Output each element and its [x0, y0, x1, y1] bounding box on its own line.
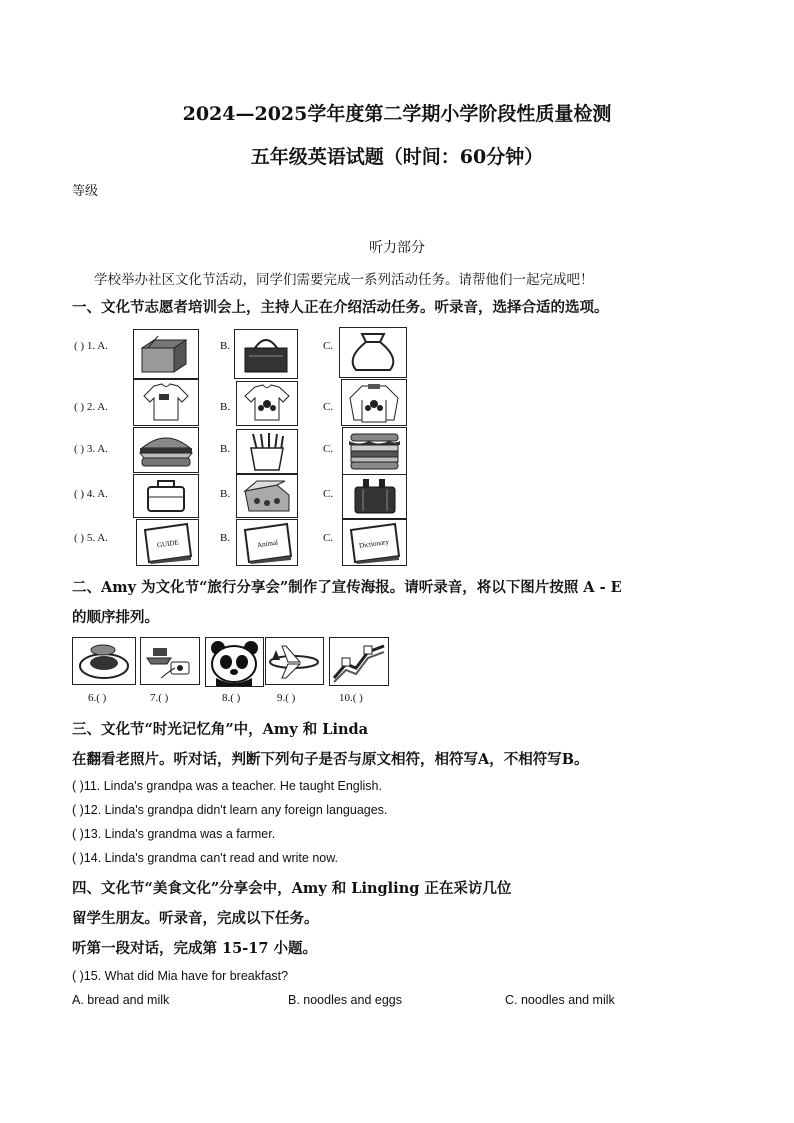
airplane-image [265, 637, 324, 685]
part4-heading-line1: 四、文化节“美食文化”分享会中，Amy 和 Lingling 正在采访几位 [72, 880, 512, 897]
q3-label: ( ) 3. A. [74, 443, 108, 455]
book-animal-image [236, 519, 298, 566]
part3-heading-line1: 三、文化节“时光记忆角”中，Amy 和 Linda [72, 721, 369, 738]
luggage-image [342, 474, 407, 519]
q13-statement: ( )13. Linda's grandma was a farmer. [72, 827, 276, 841]
q9-blank[interactable]: 9.( ) [277, 692, 296, 704]
q3-b: B. [220, 443, 231, 455]
q10-blank[interactable]: 10.( ) [339, 692, 363, 704]
exam-title: 2024—2025学年度第二学期小学阶段性质量检测 [182, 103, 612, 125]
q1-c: C. [323, 340, 334, 352]
q1-label: ( ) 1. A. [74, 340, 108, 352]
q15-option-b: B. noodles and eggs [288, 993, 402, 1007]
exam-subtitle: 五年级英语试题（时间：60分钟） [250, 146, 544, 168]
book-guide-title: GUIDE [156, 538, 180, 550]
sandwich-image [342, 427, 407, 475]
handbag-image [234, 329, 298, 379]
part2-heading-line1: 二、Amy 为文化节“旅行分享会”制作了宣传海报。请听录音，将以下图片按照 A - E [72, 579, 622, 596]
q8-blank[interactable]: 8.( ) [222, 692, 241, 704]
part3-heading-line2: 在翻看老照片。听对话，判断下列句子是否与原文相符，相符写A，不相符写B。 [72, 751, 589, 768]
part4-heading-line2: 留学生朋友。听录音，完成以下任务。 [72, 910, 319, 927]
q1-b: B. [220, 340, 231, 352]
book-guide-image [136, 519, 199, 566]
q6-blank[interactable]: 6.( ) [88, 692, 107, 704]
q2-b: B. [220, 401, 231, 413]
bag-open-image [236, 474, 298, 518]
panda-image [205, 637, 264, 687]
q12-statement: ( )12. Linda's grandpa didn't learn any foreign languages. [72, 803, 388, 817]
listening-heading: 听力部分 [369, 240, 425, 256]
q4-c: C. [323, 488, 334, 500]
fries-image [236, 429, 298, 474]
q5-b: B. [220, 532, 231, 544]
q15-option-a: A. bread and milk [72, 993, 170, 1007]
q7-blank[interactable]: 7.( ) [150, 692, 169, 704]
part2-heading-line2: 的顺序排列。 [72, 609, 159, 626]
book-animal-title: Animal [256, 538, 279, 550]
part1-heading: 一、文化节志愿者培训会上，主持人正在介绍活动任务。听录音，选择合适的选项。 [72, 299, 609, 316]
q2-c: C. [323, 401, 334, 413]
tshirt-flower-image [236, 381, 298, 426]
q4-b: B. [220, 488, 231, 500]
q15-question: ( )15. What did Mia have for breakfast? [72, 969, 289, 983]
q15-option-c: C. noodles and milk [505, 993, 615, 1007]
book-dictionary-title: Dictionary [358, 537, 390, 550]
q11-statement: ( )11. Linda's grandpa was a teacher. He taught English. [72, 779, 382, 793]
book-dictionary-image [342, 519, 407, 566]
great-wall-image [329, 637, 389, 686]
boat-photo-image [140, 637, 200, 685]
suitcase-small-image [133, 474, 199, 518]
q3-c: C. [323, 443, 334, 455]
q5-c: C. [323, 532, 334, 544]
tshirt-plain-image [133, 379, 199, 426]
box-image [133, 329, 199, 379]
part4-subheading: 听第一段对话，完成第 15-17 小题。 [72, 940, 317, 957]
grade-label: 等级 [72, 184, 99, 199]
q14-statement: ( )14. Linda's grandma can't read and write now. [72, 851, 339, 865]
q5-label: ( ) 5. A. [74, 532, 108, 544]
sack-image [339, 327, 407, 378]
q4-label: ( ) 4. A. [74, 488, 108, 500]
food-plate-image [72, 637, 136, 685]
sweater-image [341, 379, 407, 426]
listening-intro: 学校举办社区文化节活动，同学们需要完成一系列活动任务。请帮他们一起完成吧！ [94, 272, 594, 288]
burger-image [133, 427, 199, 473]
q2-label: ( ) 2. A. [74, 401, 108, 413]
